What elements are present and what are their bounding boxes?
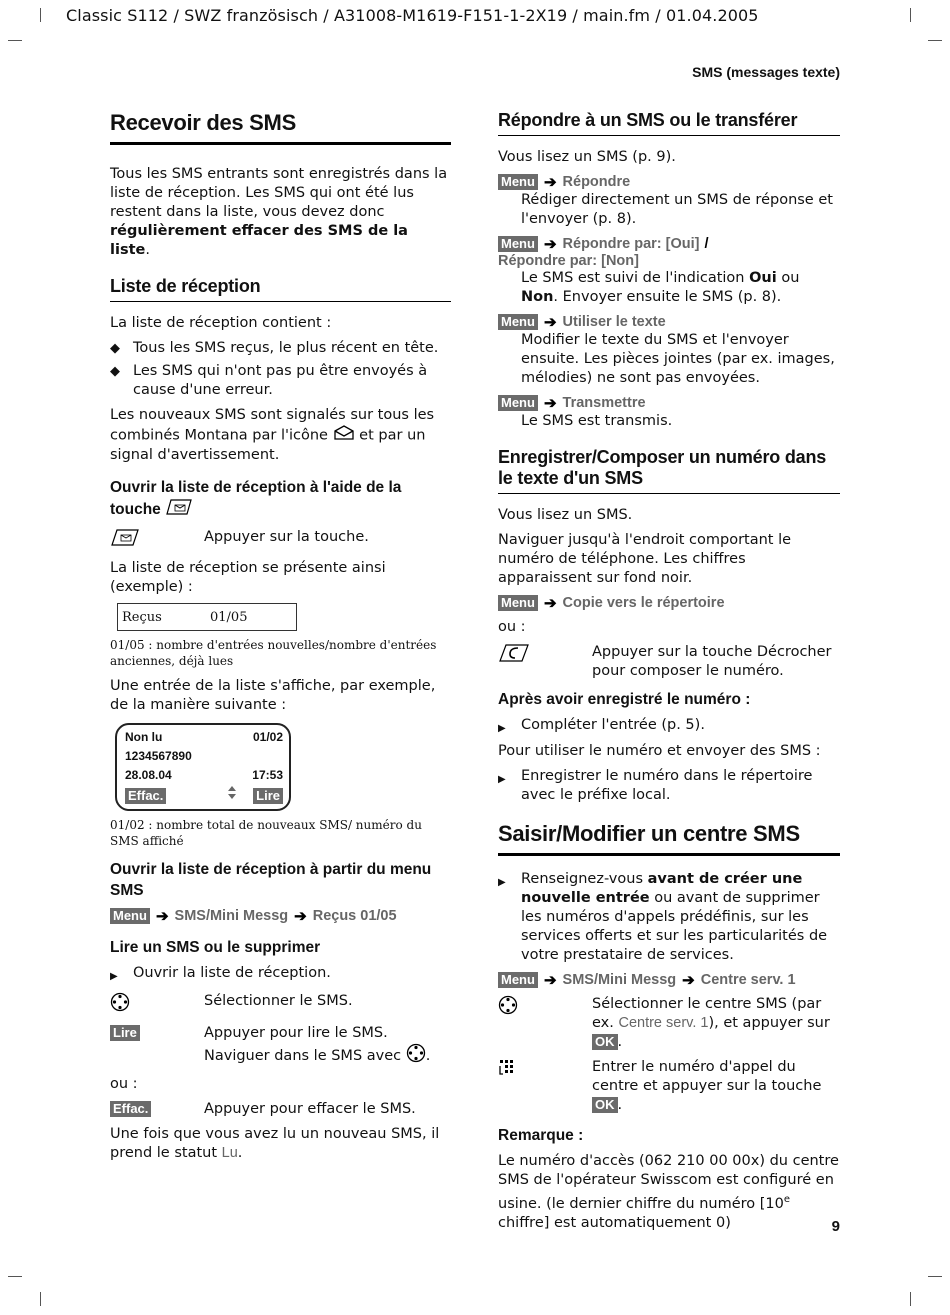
- enter-number-row: [498, 1058, 840, 1115]
- select-center-mid: ), et appuyer sur: [708, 1015, 830, 1031]
- after-heading: Après avoir enregistré le numéro :: [498, 691, 751, 708]
- section-title: Recevoir des SMS: [110, 108, 451, 145]
- list-heading: Liste de réception: [110, 276, 451, 302]
- navigate-text: Naviguer jusqu'à l'endroit comportant le numéro de téléphone. Les chiffres apparaissent sur fond noir.: [498, 532, 792, 586]
- yesno-desc: [521, 269, 840, 307]
- center-title: Saisir/Modifier un centre SMS: [498, 819, 840, 856]
- save-local-text: Enregistrer le numéro dans le répertoire avec le préfixe local.: [521, 768, 813, 803]
- yesno-or: ou: [776, 270, 800, 286]
- save-heading: Enregistrer/Composer un numéro dans le texte d'un SMS: [498, 447, 840, 494]
- yesno-text-end: . Envoyer ensuite le SMS (p. 8).: [553, 289, 782, 305]
- message-key-icon: [165, 498, 193, 522]
- navigation-key-icon[interactable]: [110, 992, 204, 1018]
- status-value: Lu: [221, 1145, 238, 1161]
- note-text-end: chiffre] est automatiquement 0): [498, 1214, 731, 1231]
- page-number: 9: [831, 1218, 840, 1235]
- enter-number-start: Entrer le numéro d'appel du centre et appuyer sur la touche: [592, 1059, 822, 1094]
- arrow-right-icon: ➔: [543, 395, 557, 412]
- crop-mark: [40, 1292, 41, 1306]
- select-sms-row: [110, 992, 451, 1018]
- note-text: [498, 1152, 840, 1233]
- intro-text: Tous les SMS entrants sont enregistrés dans la liste de réception. Les SMS qui ont été lus restent dans la liste, vous devez donc: [110, 166, 448, 220]
- menu-item-sms[interactable]: SMS/Mini Messg: [562, 972, 677, 988]
- use-number-text: Pour utiliser le numéro et envoyer des SMS :: [498, 743, 821, 759]
- menu-item-reply[interactable]: Répondre: [562, 174, 631, 190]
- running-head: SMS (messages texte): [692, 64, 840, 80]
- call-text: Appuyer sur la touche Décrocher pour composer le numéro.: [592, 644, 832, 679]
- arrow-right-icon: ➔: [294, 908, 307, 925]
- yesno-text: Le SMS est suivi de l'indication: [521, 270, 750, 286]
- crop-mark: [8, 1276, 22, 1277]
- new-sms-paragraph: [110, 406, 451, 465]
- menu-key[interactable]: Menu: [498, 174, 538, 190]
- yesno-non: Non: [521, 289, 554, 305]
- reply-yesno-command: [498, 235, 840, 269]
- complete-text: Compléter l'entrée (p. 5).: [521, 717, 705, 733]
- status-end: .: [237, 1145, 243, 1161]
- triangle-bullet-icon: ▶: [498, 723, 506, 734]
- delete-row: [110, 1100, 451, 1119]
- open-menu-heading: Ouvrir la liste de réception à partir du menu SMS: [110, 861, 432, 899]
- ok-key[interactable]: OK: [592, 1097, 618, 1113]
- right-column: [498, 108, 840, 1239]
- message-key-icon[interactable]: [110, 528, 204, 553]
- select-center-start: Sélectionner le centre SMS (par ex.: [592, 996, 822, 1031]
- arrow-right-icon: ➔: [543, 595, 557, 612]
- ok-key[interactable]: OK: [592, 1034, 618, 1050]
- delete-key[interactable]: Effac.: [110, 1101, 151, 1117]
- reading-text: Vous lisez un SMS (p. 9).: [498, 149, 676, 165]
- select-sms-text: Sélectionner le SMS.: [204, 993, 353, 1009]
- open-list-text: Ouvrir la liste de réception.: [133, 965, 331, 981]
- triangle-bullet-icon: ▶: [498, 774, 506, 785]
- document-header: Classic S112 / SWZ französisch / A31008-M1619-F151-1-2X19 / main.fm / 01.04.2005: [66, 6, 759, 25]
- or-text: ou :: [498, 619, 526, 635]
- select-center-row: [498, 995, 840, 1052]
- menu-item-sms[interactable]: SMS/Mini Messg: [174, 908, 289, 924]
- read-heading: Lire un SMS ou le supprimer: [110, 939, 321, 956]
- inform-text-start: Renseignez-vous: [521, 871, 648, 887]
- intro-bold: régulièrement effacer des SMS de la liste: [110, 223, 408, 258]
- complete-step: [498, 716, 840, 738]
- menu-key[interactable]: Menu: [498, 595, 538, 611]
- navigation-key-icon[interactable]: [498, 995, 592, 1052]
- triangle-bullet-icon: ▶: [498, 877, 506, 888]
- menu-item-reply-no[interactable]: Répondre par: [Non]: [498, 253, 639, 269]
- display-count: 01/02: [252, 730, 283, 744]
- presents-text: La liste de réception se présente ainsi (exemple) :: [110, 560, 386, 595]
- handset-display: [115, 723, 291, 811]
- open-key-heading-text: Ouvrir la liste de réception à l'aide de la touche: [110, 479, 402, 519]
- diamond-bullet-icon: ◆: [110, 364, 120, 379]
- crop-mark: [40, 8, 41, 22]
- press-key-row: [110, 528, 451, 553]
- or-text: ou :: [110, 1076, 138, 1092]
- crop-mark: [910, 8, 911, 22]
- note-text-start: Le numéro d'accès (062 210 00 00x) du centre SMS de l'opérateur Swisscom est configuré en usine. (le dernier chiffre du numéro [10: [498, 1153, 839, 1212]
- menu-key[interactable]: Menu: [498, 395, 538, 411]
- crop-mark: [910, 1292, 911, 1306]
- diamond-bullet-icon: ◆: [110, 341, 120, 356]
- navigation-key-icon: [406, 1043, 426, 1069]
- box-label: Reçus: [122, 609, 162, 625]
- press-key-text: Appuyer sur la touche.: [204, 529, 369, 545]
- reception-list-box: [117, 603, 297, 631]
- envelope-icon: [333, 425, 355, 446]
- up-down-arrows-icon: [227, 785, 237, 806]
- reply-command: [498, 173, 840, 191]
- list-item: [110, 362, 451, 400]
- arrow-right-icon: ➔: [543, 174, 557, 191]
- arrow-right-icon: ➔: [543, 314, 557, 331]
- enter-number-end: .: [617, 1097, 623, 1113]
- list-intro: La liste de réception contient :: [110, 315, 332, 331]
- box-note: 01/05 : nombre d'entrées nouvelles/nombre d'entrées anciennes, déjà lues: [110, 638, 437, 668]
- open-list-step: [110, 964, 451, 986]
- keypad-icon[interactable]: [498, 1058, 592, 1115]
- inform-text: [521, 870, 840, 965]
- intro-end: .: [145, 242, 150, 258]
- status-paragraph: [110, 1125, 451, 1163]
- new-sms-text-end: et par un signal d'avertissement.: [110, 427, 426, 463]
- menu-item-received[interactable]: Reçus 01/05: [312, 908, 397, 924]
- menu-item-forward[interactable]: Transmettre: [562, 395, 646, 411]
- center-menu-path: [498, 971, 840, 989]
- softkey-delete[interactable]: Effac.: [125, 788, 166, 804]
- display-number: 1234567890: [125, 749, 192, 763]
- read-description: [204, 1024, 451, 1069]
- menu-key[interactable]: Menu: [498, 236, 538, 252]
- use-text-desc: Modifier le texte du SMS et l'envoyer ensuite. Les pièces jointes (par ex. images, mélodies) ne sont pas envoyées.: [521, 332, 835, 386]
- use-text-command: [498, 313, 840, 331]
- note-heading: Remarque :: [498, 1127, 584, 1144]
- list-item: [110, 339, 451, 358]
- read-text: Appuyer pour lire le SMS. Naviguer dans le SMS avec: [204, 1025, 406, 1064]
- menu-item-copy-directory[interactable]: Copie vers le répertoire: [562, 595, 725, 611]
- delete-text: Appuyer pour effacer le SMS.: [204, 1101, 416, 1117]
- yesno-oui: Oui: [749, 270, 777, 286]
- reading2-text: Vous lisez un SMS.: [498, 507, 633, 523]
- read-text-end: .: [425, 1048, 431, 1064]
- display-note: 01/02 : nombre total de nouveaux SMS/ numéro du SMS affiché: [110, 818, 422, 848]
- reply-desc: Rédiger directement un SMS de réponse et l'envoyer (p. 8).: [521, 192, 833, 227]
- status-text: Une fois que vous avez lu un nouveau SMS, il prend le statut: [110, 1126, 440, 1161]
- arrow-right-icon: ➔: [543, 236, 557, 253]
- separator: /: [704, 236, 709, 252]
- crop-mark: [8, 40, 22, 41]
- list-item-text: Les SMS qui n'ont pas pu être envoyés à cause d'une erreur.: [133, 363, 428, 398]
- left-column: [110, 108, 451, 1169]
- reply-heading: Répondre à un SMS ou le transférer: [498, 110, 840, 136]
- box-value: 01/05: [210, 609, 248, 625]
- menu-item-service-center[interactable]: Centre serv. 1: [700, 972, 796, 988]
- display-time: 17:53: [252, 768, 283, 782]
- menu-key[interactable]: Menu: [498, 314, 538, 330]
- read-row: [110, 1024, 451, 1069]
- display-date: 28.08.04: [125, 768, 172, 782]
- new-sms-text: Les nouveaux SMS sont signalés sur tous les combinés Montana par l'icône: [110, 407, 435, 444]
- menu-path: [110, 907, 451, 925]
- select-center-example: Centre serv. 1: [618, 1015, 709, 1031]
- save-local-step: [498, 767, 840, 805]
- forward-desc: Le SMS est transmis.: [521, 413, 673, 429]
- menu-key[interactable]: Menu: [110, 908, 150, 924]
- display-status: Non lu: [125, 730, 163, 744]
- arrow-right-icon: ➔: [155, 908, 169, 925]
- copy-command: [498, 594, 840, 612]
- select-center-end: .: [617, 1034, 623, 1050]
- talk-key-icon[interactable]: [498, 643, 592, 681]
- read-key[interactable]: Lire: [110, 1025, 140, 1041]
- arrow-right-icon: ➔: [543, 972, 557, 989]
- inform-text-end: ou avant de supprimer les numéros d'appels prédéfinis, sur les services offerts et sur les particularités de votre prestataire de services.: [521, 890, 828, 963]
- softkey-read[interactable]: Lire: [253, 788, 283, 804]
- intro-paragraph: [110, 165, 451, 260]
- entry-text: Une entrée de la liste s'affiche, par exemple, de la manière suivante :: [110, 678, 436, 713]
- menu-item-use-text[interactable]: Utiliser le texte: [562, 314, 666, 330]
- triangle-bullet-icon: ▶: [110, 971, 118, 982]
- arrow-right-icon: ➔: [682, 972, 695, 989]
- list-item-text: Tous les SMS reçus, le plus récent en tête.: [133, 340, 439, 356]
- inform-bold: avant de créer une nouvelle entrée: [521, 871, 803, 906]
- note-superscript: e: [783, 1194, 791, 1205]
- call-row: [498, 643, 840, 681]
- crop-mark: [928, 40, 942, 41]
- inform-step: [498, 870, 840, 965]
- enter-number-text: [592, 1058, 840, 1115]
- select-center-text: [592, 995, 840, 1052]
- menu-item-reply-yes[interactable]: Répondre par: [Oui]: [562, 236, 700, 252]
- forward-command: [498, 394, 840, 412]
- menu-key[interactable]: Menu: [498, 972, 538, 988]
- crop-mark: [928, 1276, 942, 1277]
- open-key-heading: [110, 477, 451, 522]
